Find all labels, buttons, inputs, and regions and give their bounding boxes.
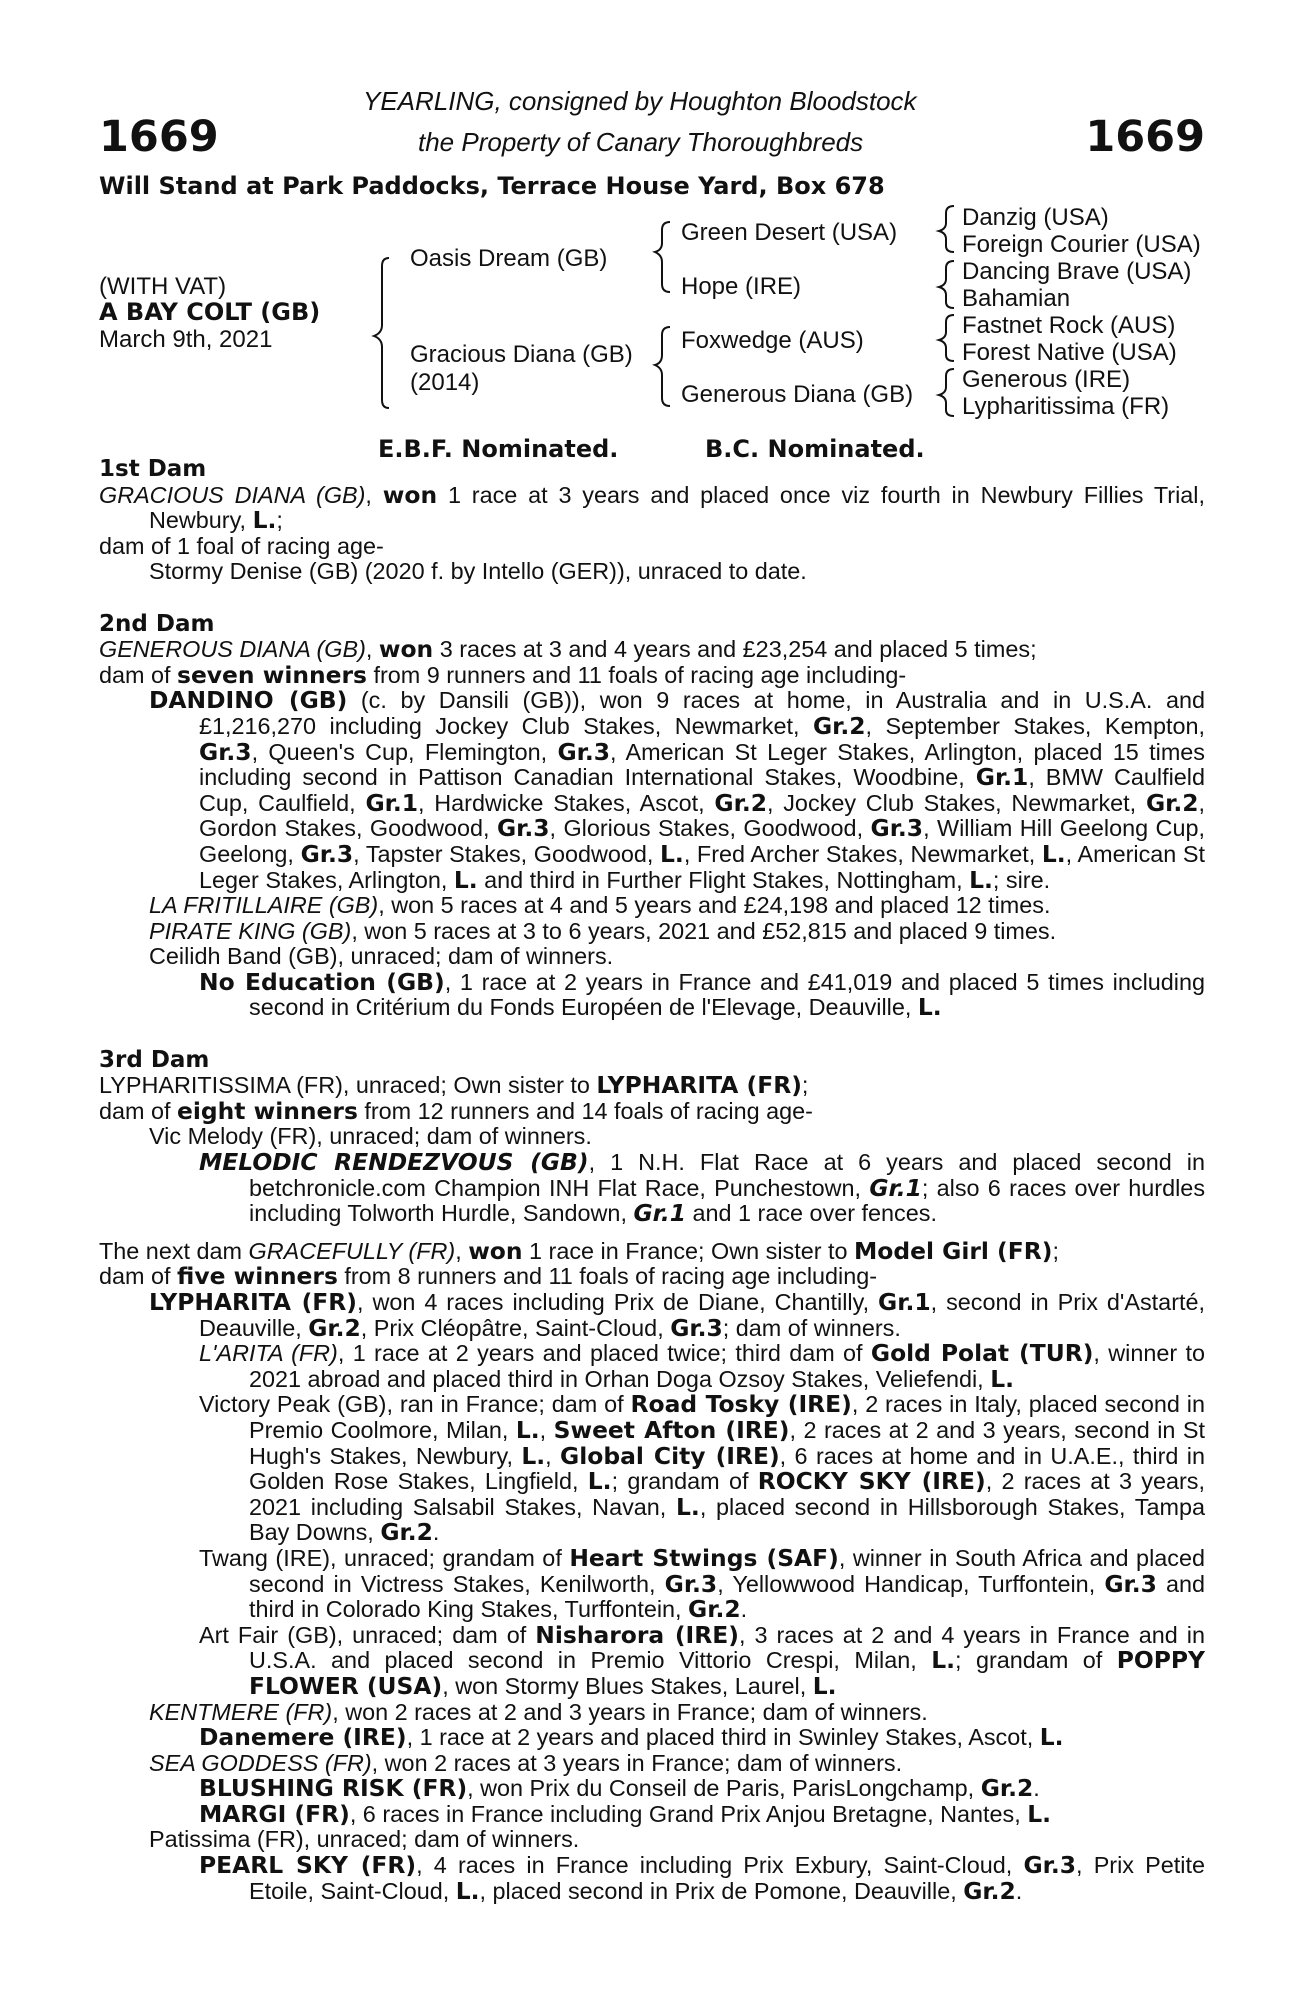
- gen4-3: Dancing Brave (USA): [962, 258, 1192, 285]
- larita-entry: L'ARITA (FR), 1 race at 2 years and placed twice; third dam of Gold Polat (TUR), winner to 2021 abroad and placed third in Orhan Doga Ozsoy Stakes, Veliefendi, L.: [199, 1339, 1205, 1393]
- bc-nomination: B.C. Nominated.: [705, 435, 925, 463]
- ebf-nomination: E.B.F. Nominated.: [378, 435, 619, 463]
- pirate-king-entry: PIRATE KING (GB), won 5 races at 3 to 6 years, 2021 and £52,815 and placed 9 times.: [149, 917, 1057, 944]
- gen4-4: Bahamian: [962, 285, 1071, 312]
- no-education-entry: No Education (GB), 1 race at 2 years in France and £41,019 and placed 5 times including second in Critérium du Fonds Européen de l'Elevage, Deauville, L.: [199, 967, 1205, 1022]
- dam-year: (2014): [410, 369, 480, 396]
- sea-goddess-entry: SEA GODDESS (FR), won 2 races at 3 years in France; dam of winners.: [149, 1749, 903, 1776]
- dam1-record: GRACIOUS DIANA (GB), won 1 race at 3 years and placed once viz fourth in Newbury Fillies Trial, Newbury, L.;: [99, 480, 1206, 535]
- dam-dam: Generous Diana (GB): [681, 381, 914, 408]
- heading-1st-dam: 1st Dam: [99, 456, 207, 482]
- dam1-produce-line: dam of 1 foal of racing age-: [99, 532, 384, 559]
- dandino-entry: DANDINO (GB) (c. by Dansili (GB)), won 9 races at home, in Australia and in U.S.A. and £1,216,270 including Jockey Club Stakes, Newmarket, Gr.2, September Stakes, Kempton, Gr.3, Queen's Cup, Flemington, Gr.3, American St Leger Stakes, Arlington, placed 15 times including second in Pattison Canadian International Stakes, Woodbine, Gr.1, BMW Caulfield Cup, Caulfield, Gr.1, Hardwicke Stakes, Ascot, Gr.2, Jockey Club Stakes, Newmarket, Gr.2, Gordon Stakes, Goodwood, Gr.3, Glorious Stakes, Goodwood, Gr.3, William Hill Geelong Cup, Geelong, Gr.3, Tapster Stakes, Goodwood, L., Fred Archer Stakes, Newmarket, L., American St Leger Stakes, Arlington, L. and third in Further Flight Stakes, Nottingham, L.; sire.: [149, 686, 1206, 894]
- property-line: the Property of Canary Thoroughbreds: [418, 127, 864, 157]
- dam-name: Gracious Diana (GB): [410, 341, 633, 368]
- sire-dam: Hope (IRE): [681, 273, 802, 300]
- dam3-produce-line: dam of eight winners from 12 runners and 14 foals of racing age-: [99, 1096, 813, 1125]
- next-dam-produce-line: dam of five winners from 8 runners and 11 foals of racing age including-: [99, 1262, 878, 1291]
- la-fritillaire-entry: LA FRITILLAIRE (GB), won 5 races at 4 and 5 years and £24,198 and placed 12 times.: [149, 892, 1051, 919]
- catalogue-body: [99, 456, 1205, 1904]
- heading-3rd-dam: 3rd Dam: [99, 1046, 210, 1073]
- dam2-record: GENEROUS DIANA (GB), won 3 races at 3 and 4 years and £23,254 and placed 5 times;: [99, 635, 1037, 664]
- foaling-date: March 9th, 2021: [99, 326, 273, 353]
- sire-name: Oasis Dream (GB): [410, 245, 608, 272]
- art-fair-entry: Art Fair (GB), unraced; dam of Nisharora (IRE), 3 races at 2 and 4 years in France and in U.S.A. and placed second in Premio Vittorio Crespi, Milan, L.; grandam of POPPY FLOWER (USA), won Stormy Blues Stakes, Laurel, L.: [199, 1620, 1206, 1700]
- dam-sire: Foxwedge (AUS): [681, 327, 864, 354]
- heading-2nd-dam: 2nd Dam: [99, 610, 215, 637]
- gen4-7: Generous (IRE): [962, 366, 1131, 393]
- gen4-8: Lypharitissima (FR): [962, 393, 1170, 420]
- gen4-6: Forest Native (USA): [962, 339, 1177, 366]
- danemere-entry: Danemere (IRE), 1 race at 2 years and placed third in Swinley Stakes, Ascot, L.: [199, 1723, 1064, 1752]
- next-dam-record: The next dam GRACEFULLY (FR), won 1 race in France; Own sister to Model Girl (FR);: [99, 1236, 1059, 1265]
- melodic-rendezvous-entry: MELODIC RENDEZVOUS (GB), 1 N.H. Flat Race at 6 years and placed second in betchronicle.com Champion INH Flat Race, Punchestown, Gr.1; also 6 races over hurdles including Tolworth Hurdle, Sandown, Gr.1 and 1 race over fences.: [199, 1148, 1206, 1228]
- consignor-line: YEARLING, consigned by Houghton Bloodstock: [363, 86, 917, 116]
- lot-number-left: 1669: [99, 112, 219, 162]
- gen4-5: Fastnet Rock (AUS): [962, 312, 1176, 339]
- horse-name: A BAY COLT (GB): [99, 298, 321, 326]
- kentmere-entry: KENTMERE (FR), won 2 races at 2 and 3 years in France; dam of winners.: [149, 1698, 928, 1725]
- vat-note: (WITH VAT): [99, 273, 227, 300]
- dam2-produce-line: dam of seven winners from 9 runners and 11 foals of racing age including-: [99, 660, 907, 689]
- twang-entry: Twang (IRE), unraced; grandam of Heart Stwings (SAF), winner in South Africa and placed second in Victress Stakes, Kenilworth, Gr.3, Yellowwood Handicap, Turffontein, Gr.3 and third in Colorado King Stakes, Turffontein, Gr.2.: [199, 1543, 1206, 1624]
- dam3-record: LYPHARITISSIMA (FR), unraced; Own sister to LYPHARITA (FR);: [99, 1071, 809, 1100]
- stand-line: Will Stand at Park Paddocks, Terrace House Yard, Box 678: [99, 172, 885, 200]
- margi-entry: MARGI (FR), 6 races in France including Grand Prix Anjou Bretagne, Nantes, L.: [199, 1799, 1052, 1828]
- gen4-2: Foreign Courier (USA): [962, 231, 1201, 258]
- lot-number-right: 1669: [1085, 112, 1205, 162]
- sire-sire: Green Desert (USA): [681, 219, 898, 246]
- dam1-foal: Stormy Denise (GB) (2020 f. by Intello (GER)), unraced to date.: [149, 558, 807, 585]
- gen4-1: Danzig (USA): [962, 204, 1109, 231]
- vic-melody-entry: Vic Melody (FR), unraced; dam of winners.: [149, 1123, 592, 1150]
- blushing-risk-entry: BLUSHING RISK (FR), won Prix du Conseil de Paris, ParisLongchamp, Gr.2.: [199, 1774, 1040, 1803]
- pearl-sky-entry: PEARL SKY (FR), 4 races in France including Prix Exbury, Saint-Cloud, Gr.3, Prix Petite Etoile, Saint-Cloud, L., placed second in Prix de Pomone, Deauville, Gr.2.: [199, 1851, 1205, 1905]
- victory-peak-entry: Victory Peak (GB), ran in France; dam of Road Tosky (IRE), 2 races in Italy, placed second in Premio Coolmore, Milan, L., Sweet Afton (IRE), 2 races at 2 and 3 years, second in St Hugh's Stakes, Newbury, L., Global City (IRE), 6 races at home and in U.A.E., third in Golden Rose Stakes, Lingfield, L.; grandam of ROCKY SKY (IRE), 2 races at 3 years, 2021 including Salsabil Stakes, Navan, L., placed second in Hillsborough Stakes, Tampa Bay Downs, Gr.2.: [199, 1390, 1206, 1547]
- lypharita-entry: LYPHARITA (FR), won 4 races including Prix de Diane, Chantilly, Gr.1, second in Prix d'Astarté, Deauville, Gr.2, Prix Cléopâtre, Saint-Cloud, Gr.3; dam of winners.: [149, 1288, 1205, 1342]
- patissima-entry: Patissima (FR), unraced; dam of winners.: [149, 1826, 580, 1853]
- ceilidh-band-entry: Ceilidh Band (GB), unraced; dam of winners.: [149, 943, 614, 970]
